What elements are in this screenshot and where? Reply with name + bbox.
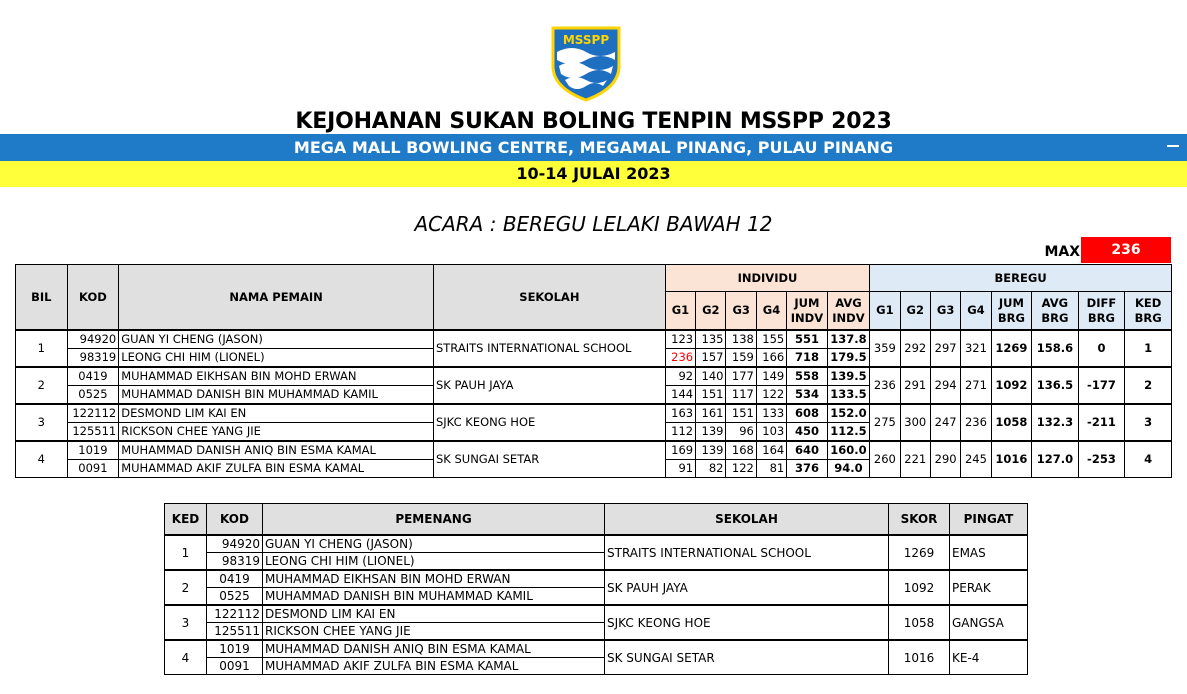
ind-jum: 551 bbox=[787, 330, 827, 349]
ind-avg: 112.5 bbox=[827, 423, 870, 442]
win-name: MUHAMMAD DANISH BIN MUHAMMAD KAMIL bbox=[263, 588, 605, 606]
brg-diff: -211 bbox=[1078, 404, 1125, 441]
win-skor: 1269 bbox=[889, 535, 950, 570]
brg-g2: 291 bbox=[900, 367, 930, 404]
win-kod: 94920 bbox=[207, 535, 263, 553]
col-ind-g3: G3 bbox=[726, 292, 756, 331]
win-pingat: KE-4 bbox=[950, 640, 1028, 675]
ind-jum: 640 bbox=[787, 441, 827, 460]
ind-g3: 122 bbox=[726, 460, 756, 478]
brg-ked: 4 bbox=[1125, 441, 1172, 478]
win-ked: 1 bbox=[165, 535, 207, 570]
win-name: GUAN YI CHENG (JASON) bbox=[263, 535, 605, 553]
brg-g1: 260 bbox=[870, 441, 900, 478]
ind-g4: 133 bbox=[756, 404, 786, 423]
win-name: LEONG CHI HIM (LIONEL) bbox=[263, 553, 605, 571]
brg-g4: 245 bbox=[961, 441, 991, 478]
player-name: MUHAMMAD DANISH BIN MUHAMMAD KAMIL bbox=[119, 386, 434, 405]
team-school: SJKC KEONG HOE bbox=[433, 404, 665, 441]
win-kod: 0091 bbox=[207, 658, 263, 675]
ind-jum: 608 bbox=[787, 404, 827, 423]
col-avg-brg: AVG BRG bbox=[1032, 292, 1079, 331]
ind-g1: 144 bbox=[665, 386, 695, 405]
player-kod: 94920 bbox=[67, 330, 119, 349]
win-skor: 1092 bbox=[889, 570, 950, 605]
ind-g1-max: 236 bbox=[665, 349, 695, 368]
win-school: SK SUNGAI SETAR bbox=[605, 640, 889, 675]
brg-ked: 3 bbox=[1125, 404, 1172, 441]
win-skor: 1058 bbox=[889, 605, 950, 640]
max-value: 236 bbox=[1081, 237, 1171, 263]
ind-g4: 164 bbox=[756, 441, 786, 460]
ind-g3: 138 bbox=[726, 330, 756, 349]
results-table bbox=[15, 264, 1172, 478]
win-name: MUHAMMAD DANISH ANIQ BIN ESMA KAMAL bbox=[263, 640, 605, 658]
venue-text: MEGA MALL BOWLING CENTRE, MEGAMAL PINANG, PULAU PINANG bbox=[293, 138, 894, 157]
brg-jum: 1058 bbox=[991, 404, 1031, 441]
win-pingat: GANGSA bbox=[950, 605, 1028, 640]
table-row bbox=[16, 441, 1172, 460]
ind-jum: 450 bbox=[787, 423, 827, 442]
ind-avg: 152.0 bbox=[827, 404, 870, 423]
win-school: SK PAUH JAYA bbox=[605, 570, 889, 605]
ind-jum: 558 bbox=[787, 367, 827, 386]
ind-g4: 81 bbox=[756, 460, 786, 478]
win-kod: 0525 bbox=[207, 588, 263, 606]
date-text: 10-14 JULAI 2023 bbox=[516, 164, 671, 183]
brg-g3: 290 bbox=[930, 441, 960, 478]
date-band bbox=[0, 161, 1187, 187]
ind-avg: 139.5 bbox=[827, 367, 870, 386]
ind-g4: 103 bbox=[756, 423, 786, 442]
winner-row bbox=[165, 605, 1028, 623]
team-bil: 1 bbox=[16, 330, 68, 367]
win-col-kod: KOD bbox=[207, 504, 263, 536]
table-row bbox=[16, 404, 1172, 423]
player-name: DESMOND LIM KAI EN bbox=[119, 404, 434, 423]
col-ind-g1: G1 bbox=[665, 292, 695, 331]
brg-g4: 236 bbox=[961, 404, 991, 441]
ind-g1: 123 bbox=[665, 330, 695, 349]
win-col-pingat: PINGAT bbox=[950, 504, 1028, 536]
col-ind-g2: G2 bbox=[696, 292, 726, 331]
player-name: RICKSON CHEE YANG JIE bbox=[119, 423, 434, 442]
ind-g1: 163 bbox=[665, 404, 695, 423]
col-jum-indv: JUM INDV bbox=[787, 292, 827, 331]
brg-g3: 297 bbox=[930, 330, 960, 367]
brg-avg: 136.5 bbox=[1032, 367, 1079, 404]
table-row bbox=[16, 367, 1172, 386]
win-skor: 1016 bbox=[889, 640, 950, 675]
win-name: RICKSON CHEE YANG JIE bbox=[263, 623, 605, 641]
ind-g2: 82 bbox=[696, 460, 726, 478]
team-bil: 2 bbox=[16, 367, 68, 404]
brg-g2: 292 bbox=[900, 330, 930, 367]
win-school: STRAITS INTERNATIONAL SCHOOL bbox=[605, 535, 889, 570]
brg-g2: 221 bbox=[900, 441, 930, 478]
event-title: ACARA : BEREGU LELAKI BAWAH 12 bbox=[414, 212, 773, 236]
win-kod: 125511 bbox=[207, 623, 263, 641]
col-individu: INDIVIDU bbox=[665, 265, 869, 292]
ind-g4: 166 bbox=[756, 349, 786, 368]
col-nama: NAMA PEMAIN bbox=[119, 265, 434, 331]
team-school: SK SUNGAI SETAR bbox=[433, 441, 665, 478]
win-ked: 3 bbox=[165, 605, 207, 640]
col-brg-g2: G2 bbox=[900, 292, 930, 331]
player-name: MUHAMMAD EIKHSAN BIN MOHD ERWAN bbox=[119, 367, 434, 386]
ind-g2: 157 bbox=[696, 349, 726, 368]
brg-diff: -177 bbox=[1078, 367, 1125, 404]
brg-g3: 247 bbox=[930, 404, 960, 441]
player-kod: 125511 bbox=[67, 423, 119, 442]
max-label: MAX bbox=[1044, 244, 1080, 260]
col-diff-brg: DIFF BRG bbox=[1078, 292, 1125, 331]
win-ked: 4 bbox=[165, 640, 207, 675]
brg-g2: 300 bbox=[900, 404, 930, 441]
ind-avg: 137.8 bbox=[827, 330, 870, 349]
ind-g1: 169 bbox=[665, 441, 695, 460]
msspp-logo bbox=[547, 22, 625, 102]
brg-g4: 271 bbox=[961, 367, 991, 404]
brg-avg: 132.3 bbox=[1032, 404, 1079, 441]
player-name: GUAN YI CHENG (JASON) bbox=[119, 330, 434, 349]
col-ked-brg: KED BRG bbox=[1125, 292, 1172, 331]
ind-g3: 177 bbox=[726, 367, 756, 386]
win-pingat: PERAK bbox=[950, 570, 1028, 605]
win-kod: 1019 bbox=[207, 640, 263, 658]
brg-ked: 1 bbox=[1125, 330, 1172, 367]
player-kod: 1019 bbox=[67, 441, 119, 460]
ind-g2: 140 bbox=[696, 367, 726, 386]
win-col-skor: SKOR bbox=[889, 504, 950, 536]
win-ked: 2 bbox=[165, 570, 207, 605]
ind-jum: 718 bbox=[787, 349, 827, 368]
ind-g1: 92 bbox=[665, 367, 695, 386]
player-kod: 122112 bbox=[67, 404, 119, 423]
ind-g3: 96 bbox=[726, 423, 756, 442]
win-kod: 0419 bbox=[207, 570, 263, 588]
brg-diff: 0 bbox=[1078, 330, 1125, 367]
col-brg-g1: G1 bbox=[870, 292, 900, 331]
brg-g1: 236 bbox=[870, 367, 900, 404]
venue-band bbox=[0, 134, 1187, 161]
ind-avg: 179.5 bbox=[827, 349, 870, 368]
win-col-sekolah: SEKOLAH bbox=[605, 504, 889, 536]
brg-g3: 294 bbox=[930, 367, 960, 404]
player-kod: 98319 bbox=[67, 349, 119, 368]
page-title: KEJOHANAN SUKAN BOLING TENPIN MSSPP 2023 bbox=[295, 109, 892, 134]
brg-g1: 359 bbox=[870, 330, 900, 367]
win-name: DESMOND LIM KAI EN bbox=[263, 605, 605, 623]
ind-g4: 122 bbox=[756, 386, 786, 405]
winners-table bbox=[164, 503, 1028, 675]
brg-g1: 275 bbox=[870, 404, 900, 441]
player-kod: 0419 bbox=[67, 367, 119, 386]
col-brg-g3: G3 bbox=[930, 292, 960, 331]
col-beregu: BEREGU bbox=[870, 265, 1172, 292]
player-name: MUHAMMAD AKIF ZULFA BIN ESMA KAMAL bbox=[119, 460, 434, 478]
brg-ked: 2 bbox=[1125, 367, 1172, 404]
col-jum-brg: JUM BRG bbox=[991, 292, 1031, 331]
team-school: STRAITS INTERNATIONAL SCHOOL bbox=[433, 330, 665, 367]
col-sekolah: SEKOLAH bbox=[433, 265, 665, 331]
team-bil: 3 bbox=[16, 404, 68, 441]
win-col-pemenang: PEMENANG bbox=[263, 504, 605, 536]
winner-row bbox=[165, 640, 1028, 658]
ind-g2: 139 bbox=[696, 441, 726, 460]
ind-g3: 117 bbox=[726, 386, 756, 405]
win-school: SJKC KEONG HOE bbox=[605, 605, 889, 640]
player-name: MUHAMMAD DANISH ANIQ BIN ESMA KAMAL bbox=[119, 441, 434, 460]
ind-g4: 149 bbox=[756, 367, 786, 386]
team-bil: 4 bbox=[16, 441, 68, 478]
brg-diff: -253 bbox=[1078, 441, 1125, 478]
col-kod: KOD bbox=[67, 265, 119, 331]
ind-avg: 133.5 bbox=[827, 386, 870, 405]
ind-g3: 151 bbox=[726, 404, 756, 423]
band-dash bbox=[1167, 145, 1179, 147]
win-name: MUHAMMAD AKIF ZULFA BIN ESMA KAMAL bbox=[263, 658, 605, 675]
ind-g3: 168 bbox=[726, 441, 756, 460]
team-school: SK PAUH JAYA bbox=[433, 367, 665, 404]
brg-g4: 321 bbox=[961, 330, 991, 367]
player-kod: 0091 bbox=[67, 460, 119, 478]
col-brg-g4: G4 bbox=[961, 292, 991, 331]
brg-jum: 1269 bbox=[991, 330, 1031, 367]
ind-avg: 94.0 bbox=[827, 460, 870, 478]
brg-jum: 1016 bbox=[991, 441, 1031, 478]
col-bil: BIL bbox=[16, 265, 68, 331]
brg-avg: 127.0 bbox=[1032, 441, 1079, 478]
brg-jum: 1092 bbox=[991, 367, 1031, 404]
win-kod: 98319 bbox=[207, 553, 263, 571]
ind-jum: 534 bbox=[787, 386, 827, 405]
table-row bbox=[16, 330, 1172, 349]
ind-g1: 91 bbox=[665, 460, 695, 478]
ind-g2: 161 bbox=[696, 404, 726, 423]
col-ind-g4: G4 bbox=[756, 292, 786, 331]
ind-g2: 139 bbox=[696, 423, 726, 442]
player-kod: 0525 bbox=[67, 386, 119, 405]
win-col-ked: KED bbox=[165, 504, 207, 536]
ind-jum: 376 bbox=[787, 460, 827, 478]
ind-g1: 112 bbox=[665, 423, 695, 442]
win-name: MUHAMMAD EIKHSAN BIN MOHD ERWAN bbox=[263, 570, 605, 588]
ind-g3: 159 bbox=[726, 349, 756, 368]
ind-g2: 135 bbox=[696, 330, 726, 349]
ind-g2: 151 bbox=[696, 386, 726, 405]
win-pingat: EMAS bbox=[950, 535, 1028, 570]
col-avg-indv: AVG INDV bbox=[827, 292, 870, 331]
brg-avg: 158.6 bbox=[1032, 330, 1079, 367]
ind-avg: 160.0 bbox=[827, 441, 870, 460]
winner-row bbox=[165, 535, 1028, 553]
win-kod: 122112 bbox=[207, 605, 263, 623]
ind-g4: 155 bbox=[756, 330, 786, 349]
winner-row bbox=[165, 570, 1028, 588]
player-name: LEONG CHI HIM (LIONEL) bbox=[119, 349, 434, 368]
logo-text: MSSPP bbox=[562, 33, 610, 47]
